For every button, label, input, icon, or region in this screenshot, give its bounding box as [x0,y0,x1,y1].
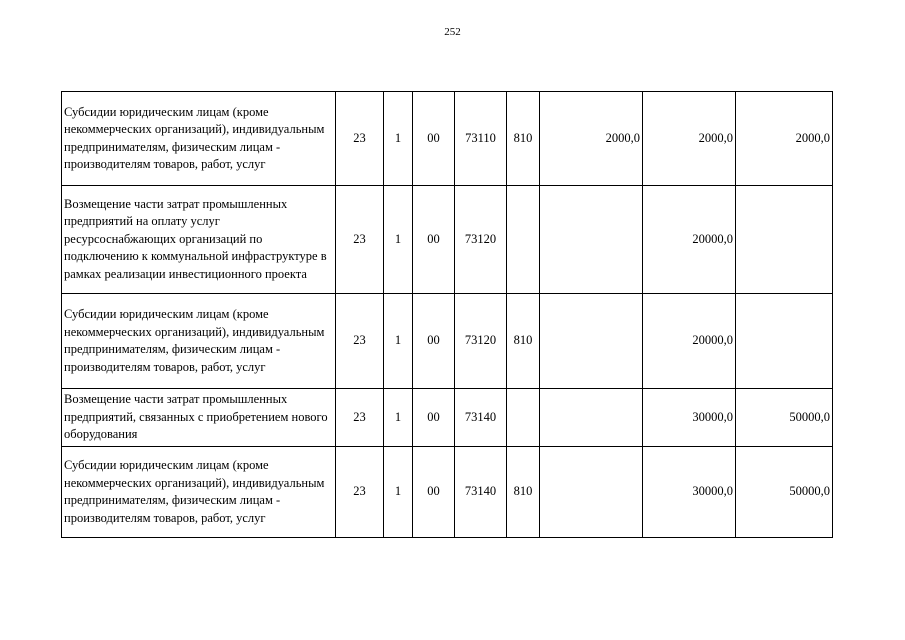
amount-3 [736,186,833,294]
row-name: Субсидии юридическим лицам (кроме некоммерческих организаций), индивидуальным предпринимателям, физическим лицам - производителям товаров, работ, услуг [62,294,336,389]
code-subsection: 1 [384,92,413,186]
code-target: 73120 [455,186,507,294]
amount-1: 2000,0 [540,92,643,186]
code-target: 73140 [455,447,507,538]
table-row [62,294,833,389]
row-name: Субсидии юридическим лицам (кроме некоммерческих организаций), индивидуальным предпринимателям, физическим лицам - производителям товаров, работ, услуг [62,447,336,538]
code-program: 00 [413,447,455,538]
amount-1 [540,294,643,389]
code-subsection: 1 [384,389,413,447]
code-target: 73120 [455,294,507,389]
code-subsection: 1 [384,447,413,538]
code-section: 23 [336,186,384,294]
amount-2: 2000,0 [643,92,736,186]
table-row [62,447,833,538]
code-program: 00 [413,92,455,186]
code-program: 00 [413,186,455,294]
code-expense-type: 810 [507,447,540,538]
table-row [62,92,833,186]
budget-table [61,91,833,538]
code-expense-type [507,186,540,294]
code-subsection: 1 [384,294,413,389]
page-number: 252 [444,26,461,38]
row-name: Возмещение части затрат промышленных предприятий на оплату услуг ресурсоснабжающих организаций по подключению к коммунальной инфраструктуре в рамках реализации инвестиционного проекта [62,186,336,294]
code-section: 23 [336,294,384,389]
code-target: 73140 [455,389,507,447]
code-section: 23 [336,92,384,186]
code-subsection: 1 [384,186,413,294]
code-section: 23 [336,447,384,538]
code-target: 73110 [455,92,507,186]
row-name: Субсидии юридическим лицам (кроме некоммерческих организаций), индивидуальным предпринимателям, физическим лицам - производителям товаров, работ, услуг [62,92,336,186]
code-expense-type [507,389,540,447]
amount-2: 30000,0 [643,389,736,447]
amount-2: 20000,0 [643,294,736,389]
code-expense-type: 810 [507,294,540,389]
amount-3 [736,294,833,389]
amount-3: 50000,0 [736,389,833,447]
table-row [62,186,833,294]
code-program: 00 [413,294,455,389]
amount-1 [540,447,643,538]
amount-1 [540,389,643,447]
code-section: 23 [336,389,384,447]
amount-1 [540,186,643,294]
table-row [62,389,833,447]
code-program: 00 [413,389,455,447]
amount-2: 30000,0 [643,447,736,538]
code-expense-type: 810 [507,92,540,186]
amount-2: 20000,0 [643,186,736,294]
amount-3: 2000,0 [736,92,833,186]
amount-3: 50000,0 [736,447,833,538]
row-name: Возмещение части затрат промышленных предприятий, связанных с приобретением нового оборудования [62,389,336,447]
